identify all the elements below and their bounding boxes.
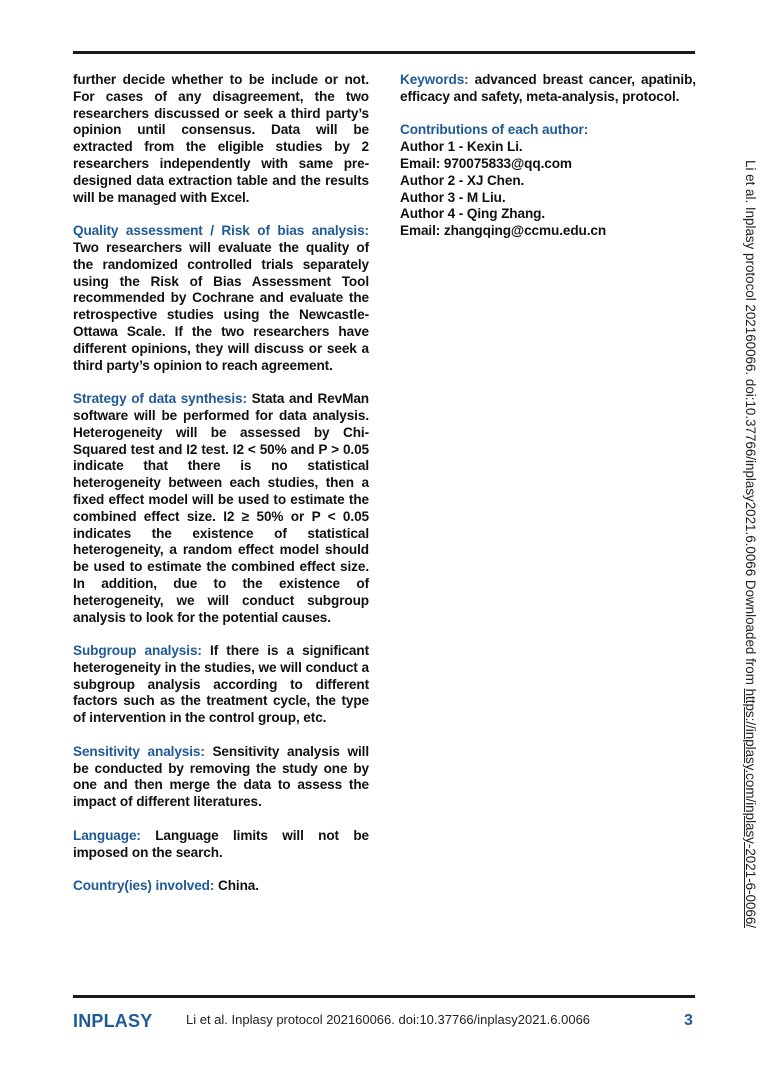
section-heading: Quality assessment / Risk of bias analysis:: [73, 223, 369, 239]
author-email[interactable]: Email: 970075833@qq.com: [400, 155, 572, 171]
right-column: [400, 72, 696, 257]
section-subgroup-analysis: [73, 643, 369, 727]
download-link[interactable]: https://inplasy.com/inplasy-2021-6-0066/: [743, 688, 758, 929]
author-line: Author 1 - Kexin Li.: [400, 139, 523, 155]
left-column: [73, 72, 369, 912]
section-heading: Strategy of data synthesis:: [73, 391, 247, 407]
section-sensitivity-analysis: [73, 744, 369, 811]
contributions-heading: Contributions of each author:: [400, 122, 589, 138]
contributions-section: [400, 122, 696, 240]
side-note-text-wrap: [743, 160, 758, 928]
side-note-text: Li et al. Inplasy protocol 202160066. doi:10.37766/inplasy2021.6.0066 Downloaded from: [743, 160, 758, 689]
section-body: If there is a significant heterogeneity in the studies, we will conduct a subgroup analysis according to different factors such as the treatment cycle, the type of intervention in the control group, etc.: [73, 643, 369, 726]
keywords-heading: Keywords:: [400, 72, 469, 87]
intro-paragraph: [73, 72, 369, 206]
section-body: Two researchers will evaluate the quality of the randomized controlled trials separately using the Risk of Bias Assessment Tool recommended by Cochrane and evaluate the retrospective studies using the Newcastle-Ottawa Scale. If the two researchers have different opinions, they will discuss or seek a third party’s opinion to reach agreement.: [73, 239, 369, 373]
section-heading: Subgroup analysis:: [73, 643, 202, 659]
author-line: Author 3 - M Liu.: [400, 189, 506, 205]
footer-rule: [73, 995, 695, 998]
section-body: China.: [218, 878, 259, 894]
keywords-body: advanced breast cancer, apatinib, efficacy and safety, meta-analysis, protocol.: [400, 72, 696, 104]
author-email[interactable]: Email: zhangqing@ccmu.edu.cn: [400, 223, 607, 239]
section-body: Language limits will not be imposed on the search.: [73, 827, 369, 860]
header-rule: [73, 51, 695, 54]
section-heading: Country(ies) involved:: [73, 878, 215, 894]
intro-text: further decide whether to be include or not. For cases of any disagreement, the two researchers discussed or seek a third party’s opinion until consensus. Data will be extracted from the eligible studies by 2 researchers independently with same pre-designed data extraction table and the results will be managed with Excel.: [73, 72, 369, 205]
footer-citation: Li et al. Inplasy protocol 202160066. doi:10.37766/inplasy2021.6.0066: [186, 1012, 591, 1027]
keywords-section: [400, 72, 696, 106]
section-data-synthesis: [73, 391, 369, 626]
section-heading: Language:: [73, 827, 141, 843]
page-number: 3: [684, 1012, 693, 1029]
section-body: Stata and RevMan software will be performed for data analysis. Heterogeneity will be assessed by Chi-Squared test and I2 test. I2 < 50% and P > 0.05 indicate that there is no statistical heterogeneity between each studies, then a fixed effect model will be used to estimate the combined effect size. I2 ≥ 50% or P < 0.05 indicates the existence of statistical heterogeneity, a random effect model should be used to estimate the combined effect size. In addition, due to the existence of heterogeneity, we will conduct subgroup analysis to look for the potential causes.: [73, 391, 369, 625]
author-line: Author 2 - XJ Chen.: [400, 172, 525, 188]
author-line: Author 4 - Qing Zhang.: [400, 206, 546, 222]
side-download-note: [740, 160, 760, 929]
section-heading: Sensitivity analysis:: [73, 743, 205, 759]
section-body: Sensitivity analysis will be conducted by removing the study one by one and then merge the data to assess the impact of different literatures.: [73, 743, 369, 810]
section-quality-assessment: [73, 223, 369, 374]
footer-brand-logo: INPLASY: [73, 1011, 153, 1031]
section-countries: [73, 878, 369, 895]
section-language: [73, 828, 369, 862]
